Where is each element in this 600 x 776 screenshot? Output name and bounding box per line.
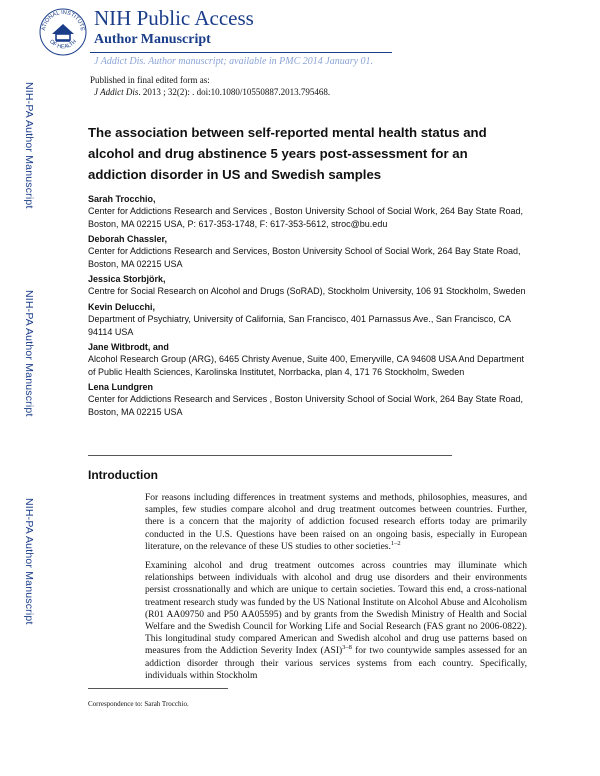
author-entry — [88, 341, 528, 378]
author-entry — [88, 193, 528, 230]
author-affiliation: Department of Psychiatry, University of California, San Francisco, 401 Parnassus Ave., San Francisco, CA 94114 USA — [88, 313, 511, 337]
logo-text-top: ATIONAL INSTITUTE — [41, 9, 86, 32]
header-subtitle: Author Manuscript — [94, 32, 211, 47]
header-divider — [90, 52, 392, 53]
author-name: Sarah Trocchio, — [88, 194, 156, 204]
author-affiliation: Alcohol Research Group (ARG), 6465 Christy Avenue, Suite 400, Emeryville, CA 94608 USA And Department of Public Health Sciences, Karolinska Institutet, Norrbacka, plan 4, 171 76 Stockholm, Sweden — [88, 354, 525, 377]
author-entry — [88, 273, 528, 298]
author-entry — [88, 381, 528, 418]
author-affiliation: Centre for Social Research on Alcohol and Drugs (SoRAD), Stockholm University, 106 91 Stockholm, Sweden — [88, 286, 526, 297]
header-title: NIH Public Access — [94, 6, 254, 30]
author-name: Jessica Storbjörk, — [88, 274, 166, 285]
side-label-1: NIH-PA Author Manuscript — [23, 82, 35, 209]
paragraph-2-text-b: for two countywide samples assessed for an addiction disorder through their various services systems from each country. Specifically, individuals within Stockholm — [145, 646, 527, 681]
publication-details — [94, 87, 330, 97]
nih-seal-icon — [38, 7, 88, 57]
author-name: Deborah Chassler, — [88, 234, 168, 245]
author-name: Lena Lundgren — [88, 382, 153, 393]
citation-ref[interactable]: 1–2 — [390, 539, 401, 547]
citation-ref[interactable]: 3–8 — [342, 644, 352, 652]
author-name: Kevin Delucchi, — [88, 301, 156, 312]
header-citation: J Addict Dis. Author manuscript; available in PMC 2014 January 01. — [94, 56, 374, 67]
journal-name: J Addict Dis — [94, 87, 139, 97]
side-label-3: NIH-PA Author Manuscript — [23, 498, 35, 625]
author-affiliation: Center for Addictions Research and Services , Boston University School of Social Work, 264 Bay State Road, Boston, MA 02215 USA — [88, 394, 524, 417]
nih-logo — [38, 7, 88, 57]
section-divider — [88, 455, 452, 456]
paragraph-2 — [145, 560, 527, 682]
author-affiliation: Center for Addictions Research and Services , Boston University School of Social Work, 264 Bay State Road, Boston, MA 02215 USA, P: 617-353-1748, F: 617-353-5612, stroc@bu.edu — [88, 206, 524, 229]
logo-text-bottom: OF HEALTH — [47, 38, 79, 51]
author-affiliation: Center for Addictions Research and Services, Boston University School of Social Work, 264 Bay State Road, Boston, MA 02215 USA — [88, 246, 521, 269]
author-entry — [88, 233, 528, 270]
section-heading-introduction: Introduction — [88, 468, 158, 482]
author-entry — [88, 301, 528, 338]
footnote-divider — [88, 688, 228, 689]
article-title: The association between self-reported mental health status and alcohol and drug abstinence 5 years post-assessment for an addiction disorder in US and Swedish samples — [88, 125, 487, 182]
journal-details: . 2013 ; 32(2): . doi:10.1080/10550887.2013.795468. — [138, 87, 331, 97]
paragraph-1 — [145, 492, 527, 553]
published-in-label: Published in final edited form as: — [90, 75, 210, 85]
footnote: Correspondence to: Sarah Trocchio. — [88, 700, 189, 708]
side-label-2: NIH-PA Author Manuscript — [23, 290, 35, 417]
paragraph-2-text-a: Examining alcohol and drug treatment outcomes across countries may illuminate which relationships between individuals with alcohol and drug use disorders and their environments persist crossnationally and which are unique to certain societies. Toward this end, a cross-national treatment research study was funded by the US National Institute on Alcohol Abuse and Alcoholism (R01 AA09750 and P50 AA05595) and by grants from the Swedish Ministry of Health and Social Welfare and the Swedish Council for Working Life and Social Research (FAS grant no 2006-0822). This longitudinal study compared American and Swedish alcohol and drug use patterns based on measures from the Addiction Severity Index (ASI) — [145, 561, 527, 657]
author-list — [88, 193, 528, 422]
paragraph-1-text: For reasons including differences in treatment systems and methods, philosophies, measures, and samples, few studies compare alcohol and drug treatment outcomes between countries. Further, there is a concern that the majority of addiction focused research efforts today are primarily conducted in the U.S. Questions have been raised on an ongoing basis, especially in European literature, on the relevance of these US studies to other societies. — [145, 493, 527, 552]
author-name: Jane Witbrodt, and — [88, 342, 169, 353]
